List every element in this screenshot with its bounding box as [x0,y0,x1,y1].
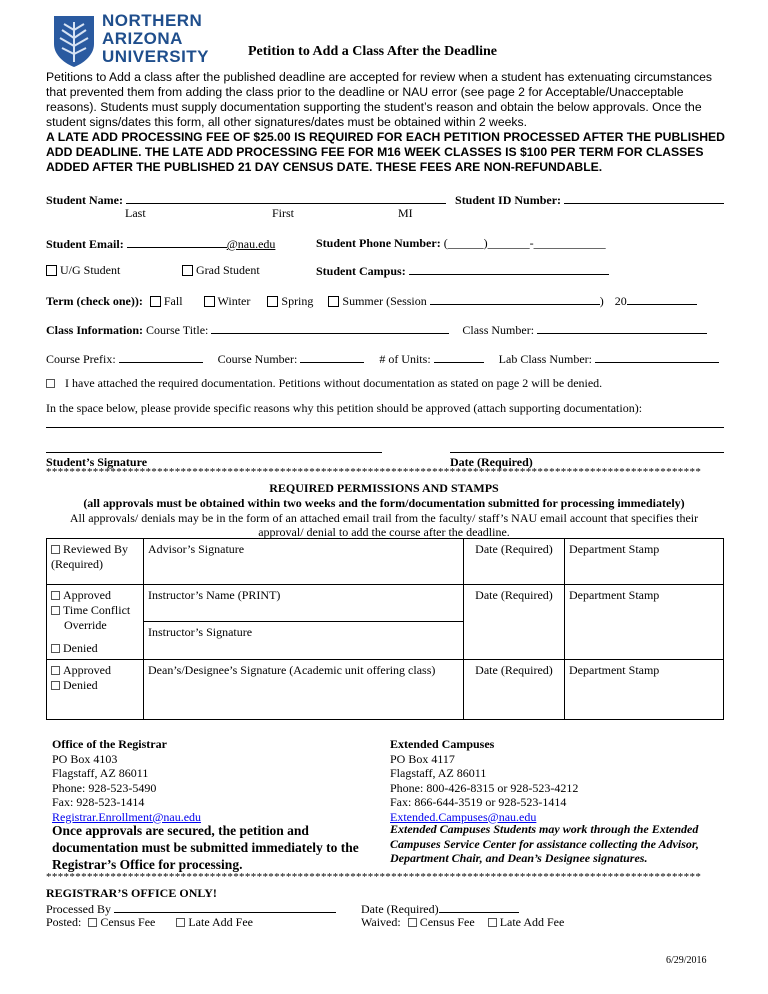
posted-late-add-fee[interactable]: Late Add Fee [176,915,253,929]
advisor-options [47,539,144,585]
logo-line2: ARIZONA [102,29,183,48]
permissions-title: REQUIRED PERMISSIONS AND STAMPS [269,481,499,495]
instructor-name-field[interactable]: Instructor’s Name (PRINT) [144,585,463,622]
documentation-check[interactable]: I have attached the required documentation. Petitions without documentation as stated on page 2 will be denied. [46,376,602,391]
dean-options [47,660,144,720]
time-conflict-option[interactable]: Time Conflict Override [51,603,139,633]
extended-notice: Extended Campuses Students may work through the Extended Campuses Service Center for assistance collecting the Advisor, Department Chair, and Dean’s Designee signatures. [390,822,699,865]
instructor-date-cell[interactable]: Date (Required) [464,585,565,660]
dean-date-cell[interactable]: Date (Required) [464,660,565,720]
instructor-signature-field[interactable]: Instructor’s Signature [148,625,253,639]
waived-census-fee[interactable]: Census Fee [408,915,475,929]
term-row: Term (check one)): Fall Winter Spring Summer (Session ) 20 [46,293,697,309]
reasons-prompt: In the space below, please provide specific reasons why this petition should be approved (attach supporting documentation): [46,401,643,415]
ug-checkbox[interactable] [46,265,57,276]
reviewed-by-option[interactable]: Reviewed By (Required) [51,542,128,571]
advisor-signature-cell[interactable]: Advisor’s Signature [144,539,464,585]
registrar-email-link[interactable]: Registrar.Enrollment@nau.edu [52,809,202,824]
star-divider: **************************************************************************************************************** [46,466,702,478]
student-campus-row: Student Campus: [316,263,609,279]
page-title: Petition to Add a Class After the Deadline [248,44,498,59]
form-date: 6/29/2016 [666,955,707,966]
registrar-contact: Office of the Registrar PO Box 4103 Flagstaff, AZ 86011 Phone: 928-523-5490 Fax: 928-523-1414 Registrar.Enrollment@nau.edu [52,737,202,824]
permissions-note-1: All approvals/ denials may be in the form of an attached email trail from the faculty/ staff’s NAU email account that specifies their [69,511,699,525]
last-label: Last [125,206,146,220]
instructor-row [47,585,724,660]
first-label: First [272,206,295,220]
student-signature-label: Student’s Signature [46,455,148,469]
permissions-subtitle: (all approvals must be obtained within two weeks and the form/documentation submitted for processing immediately) [83,496,685,510]
class-info-row: Class Information: Course Title: Class Number: [46,322,707,338]
student-email-row: Student Email: @nau.edu [46,237,276,251]
intro-paragraph: Petitions to Add a class after the published deadline are accepted for review when a student has extenuating circumstances that prevented them from adding the class prior to the deadline or NAU error (see page 2 for Acceptable/Unacceptable reasons). Students must supply documentation supporting the student’s reason and obtain the below approvals. Once the student signs/dates this form, all other signatures/dates must be obtained within 2 weeks. A LATE ADD PROCESSING FEE OF $25.00 IS REQUIRED FOR EACH PETITION PROCESSED AFTER THE PUBLISHED ADD DEADLINE. THE LATE ADD PROCESSING FEE FOR M16 WEEK CLASSES IS $100 PER TERM FOR CLASSES ADDED AFTER THE PUBLISHED 21 DAY CENSUS DATE. THESE FEES ARE NON-REFUNDABLE. [46,70,730,175]
term-summer[interactable]: Summer (Session [328,294,426,308]
ug-student-option[interactable]: U/G Student [46,263,120,278]
dean-stamp-cell[interactable]: Department Stamp [565,660,724,720]
instructor-options [47,585,144,660]
student-phone-row: Student Phone Number: (______)_______-____________ [316,236,606,250]
grad-student-option[interactable]: Grad Student [182,263,260,278]
logo-line1: NORTHERN [102,11,203,30]
dean-approved-option[interactable]: Approved [51,663,139,678]
waived-row: Waived: Census Fee Late Add Fee [361,915,565,929]
star-divider-2: **************************************************************************************************************** [46,871,702,883]
student-name-field[interactable] [126,192,446,204]
documentation-checkbox[interactable] [46,379,55,388]
instructor-denied-option[interactable]: Denied [51,641,139,656]
term-spring[interactable]: Spring [267,294,313,308]
waived-late-add-fee[interactable]: Late Add Fee [488,915,565,929]
student-id-field[interactable] [564,192,724,204]
posted-row: Posted: Census Fee Late Add Fee [46,915,253,929]
processed-by-row: Processed By [46,901,336,917]
course-prefix-field[interactable] [119,351,203,363]
course-title-field[interactable] [211,322,449,334]
course-detail-row: Course Prefix: Course Number: # of Units: Lab Class Number: [46,351,719,367]
office-date-row: Date (Required) [361,901,519,917]
dean-row [47,660,724,720]
instructor-stamp-cell[interactable]: Department Stamp [565,585,724,660]
nau-shield-icon [52,14,96,68]
registrar-notice: Once approvals are secured, the petition and documentation must be submitted immediately to the Registrar’s Office for processing. [52,823,359,872]
instructor-approved-option[interactable]: Approved [51,588,139,603]
student-name-row: Student Name: Student ID Number: [46,192,724,208]
mi-label: MI [398,206,413,220]
lab-number-field[interactable] [595,351,719,363]
grad-checkbox[interactable] [182,265,193,276]
nau-logo [52,12,242,72]
student-date-line[interactable] [450,452,724,453]
fee-notice: A LATE ADD PROCESSING FEE OF $25.00 IS REQUIRED FOR EACH PETITION PROCESSED AFTER THE PUBLISHED ADD DEADLINE. THE LATE ADD PROCESSING FEE FOR M16 WEEK CLASSES IS $100 PER TERM FOR CLASSES ADDED AFTER THE PUBLISHED 21 DAY CENSUS DATE. THESE FEES ARE NON-REFUNDABLE. [46,130,725,174]
advisor-date-cell[interactable]: Date (Required) [464,539,565,585]
instructor-signature-cell [144,585,464,660]
summer-session-field[interactable] [430,293,600,305]
student-phone-field[interactable]: (______)_______-____________ [443,236,606,250]
year-field[interactable] [627,293,697,305]
course-number-field[interactable] [300,351,364,363]
dean-signature-cell[interactable]: Dean’s/Designee’s Signature (Academic unit offering class) [144,660,464,720]
extended-contact: Extended Campuses PO Box 4117 Flagstaff, AZ 86011 Phone: 800-426-8315 or 928-523-4212 Fax: 866-644-3519 or 928-523-1414 Extended.Campuses@nau.edu [390,737,579,824]
student-signature-line[interactable] [46,452,382,453]
processed-by-field[interactable] [114,901,336,913]
permissions-note-2: approval/ denial to add the course after the deadline. [258,525,510,539]
logo-line3: UNIVERSITY [102,47,210,66]
term-winter[interactable]: Winter [204,294,251,308]
permissions-table [46,538,724,720]
reasons-line[interactable] [46,427,724,428]
student-email-field[interactable] [127,236,227,248]
office-date-field[interactable] [439,901,519,913]
extended-email-link[interactable]: Extended.Campuses@nau.edu [390,809,537,824]
advisor-stamp-cell[interactable]: Department Stamp [565,539,724,585]
student-date-label: Date (Required) [450,455,533,469]
class-number-field[interactable] [537,322,707,334]
term-fall[interactable]: Fall [150,294,183,308]
posted-census-fee[interactable]: Census Fee [88,915,155,929]
office-only-title: REGISTRAR’S OFFICE ONLY! [46,886,217,900]
dean-denied-option[interactable]: Denied [51,678,139,693]
advisor-row [47,539,724,585]
units-field[interactable] [434,351,484,363]
student-campus-field[interactable] [409,263,609,275]
